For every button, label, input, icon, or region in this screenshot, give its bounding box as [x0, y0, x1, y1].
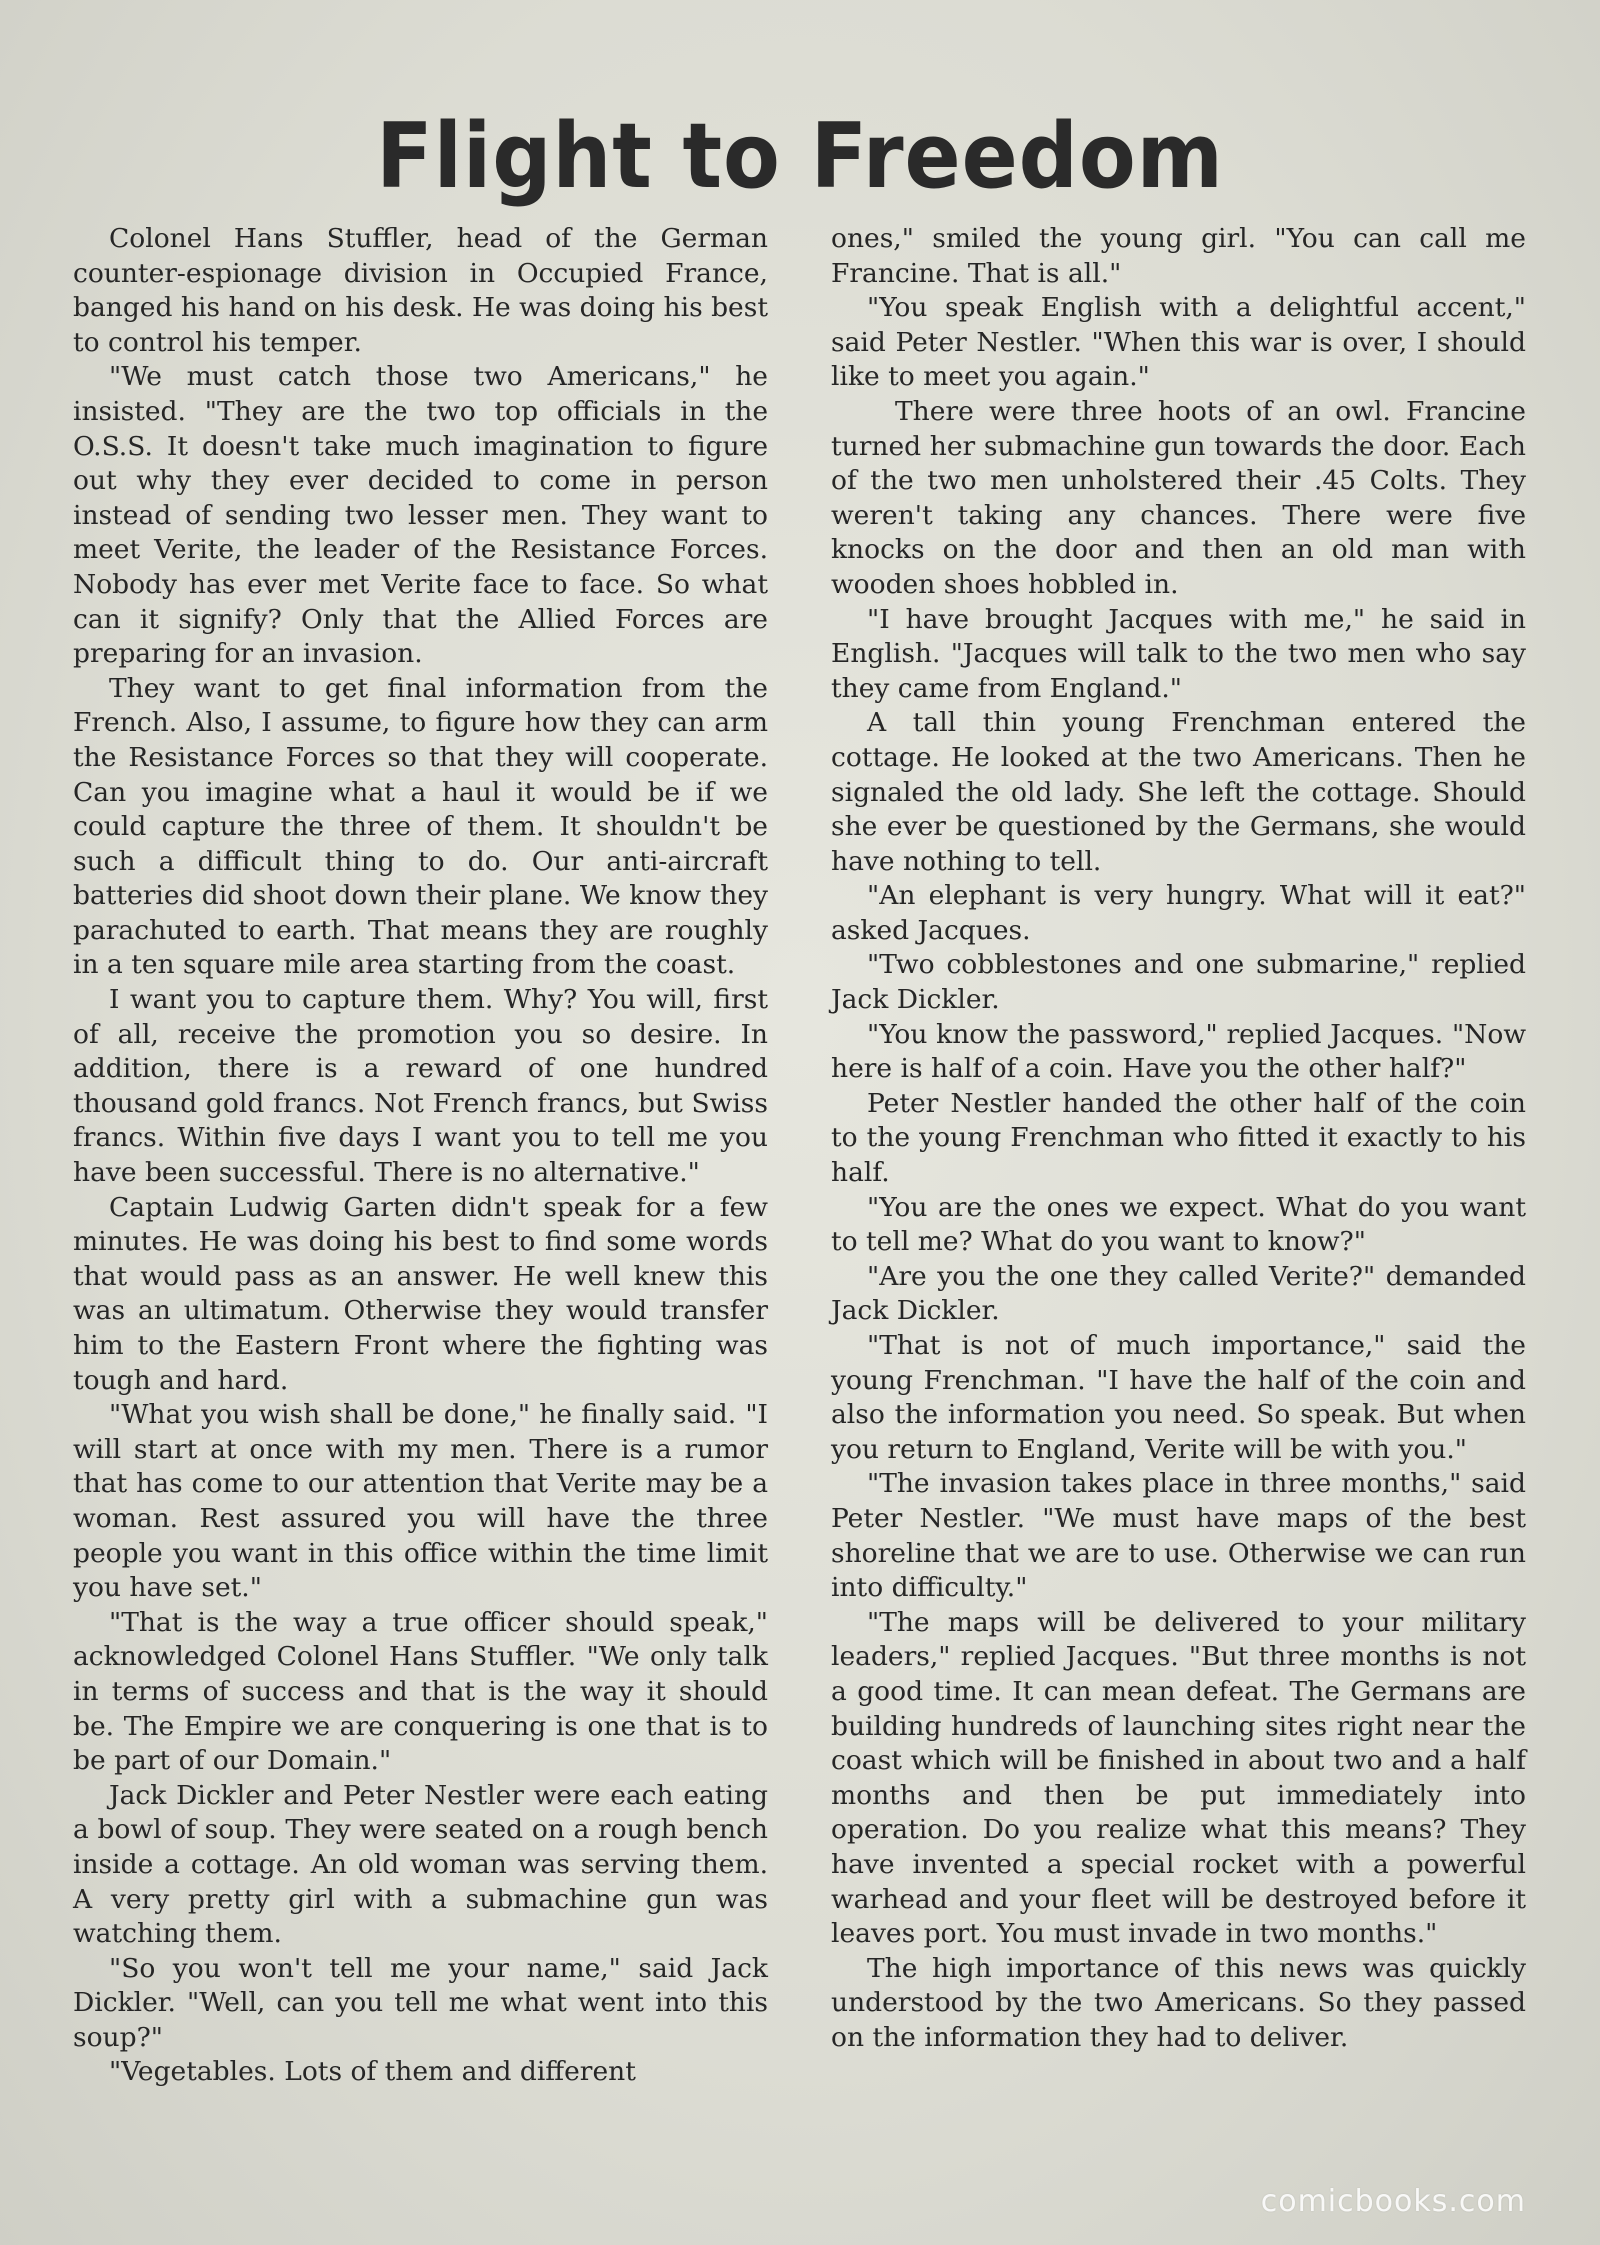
paragraph: There were three hoots of an owl. Francine turned her submachine gun towards the door. Each of the two men unholstered their .45 Colts. They weren't taking any chances. There were five knocks on the door and then an old man with wooden shoes hobbled in. — [831, 395, 1526, 600]
paragraph: "I have brought Jacques with me," he said in English. "Jacques will talk to the two men who say they came from England." — [831, 603, 1526, 704]
paragraph: "So you won't tell me your name," said Jack Dickler. "Well, can you tell me what went into this soup?" — [73, 1952, 768, 2053]
paragraph-continued: ones," smiled the young girl. "You can call me Francine. That is all." — [831, 223, 1526, 289]
paragraph: "You speak English with a delightful accent," said Peter Nestler. "When this war is over, I should like to meet you again." — [831, 292, 1526, 393]
paragraph: Colonel Hans Stuffler, head of the German counter-espionage division in Occupied France, banged his hand on his desk. He was doing his best to control his temper. — [73, 223, 768, 358]
paragraph: "You know the password," replied Jacques. "Now here is half of a coin. Have you the other half?" — [831, 1018, 1526, 1085]
paragraph: "That is not of much importance," said the young Frenchman. "I have the half of the coin and also the information you need. So speak. But when you return to England, Verite will be with you." — [831, 1330, 1526, 1465]
paragraph: "Two cobblestones and one submarine," replied Jack Dickler. — [831, 949, 1526, 1016]
paragraph: They want to get final information from the French. Also, I assume, to figure how they can arm the Resistance Forces so that they will cooperate. Can you imagine what a haul it would be if we could capture the three of them. It shouldn't be such a difficult thing to do. Our anti-aircraft batteries did shoot down their plane. We know they parachuted to earth. That means they are roughly in a ten square mile area starting from the coast. — [73, 672, 768, 981]
paragraph: "What you wish shall be done," he finally said. "I will start at once with my men. There is a rumor that has come to our attention that Verite may be a woman. Rest assured you will have the three people you want in this office within the time limit you have set." — [73, 1399, 768, 1604]
paragraph: "You are the ones we expect. What do you want to tell me? What do you want to know?" — [831, 1191, 1526, 1258]
paragraph: I want you to capture them. Why? You will, first of all, receive the promotion you so desire. In addition, there is a reward of one hundred thousand gold francs. Not French francs, but Swiss francs. Within five days I want you to tell me you have been successful. There is no alternative." — [73, 984, 768, 1189]
paragraph: "An elephant is very hungry. What will it eat?" asked Jacques. — [831, 880, 1526, 946]
watermark: comicbooks.com — [1260, 2184, 1526, 2219]
right-column — [831, 222, 1526, 2055]
paragraph: "Are you the one they called Verite?" demanded Jack Dickler. — [831, 1260, 1526, 1327]
paragraph: The high importance of this news was quickly understood by the two Americans. So they passed on the information they had to deliver. — [831, 1952, 1526, 2053]
paragraph: A tall thin young Frenchman entered the cottage. He looked at the two Americans. Then he signaled the old lady. She left the cottage. Should she ever be questioned by the Germans, she would have nothing to tell. — [831, 707, 1526, 877]
paragraph: "The invasion takes place in three months," said Peter Nestler. "We must have maps of the best shoreline that we are to use. Otherwise we can run into difficulty." — [831, 1468, 1526, 1604]
paragraph: Captain Ludwig Garten didn't speak for a few minutes. He was doing his best to find some words that would pass as an answer. He well knew this was an ultimatum. Otherwise they would transfer him to the Eastern Front where the fighting was tough and hard. — [73, 1191, 768, 1396]
paragraph: Jack Dickler and Peter Nestler were each eating a bowl of soup. They were seated on a rough bench inside a cottage. An old woman was serving them. A very pretty girl with a submachine gun was watching them. — [73, 1779, 768, 1950]
left-column — [73, 222, 768, 2090]
paragraph: Peter Nestler handed the other half of the coin to the young Frenchman who fitted it exactly to his half. — [831, 1087, 1526, 1189]
paragraph: "That is the way a true officer should speak," acknowledged Colonel Hans Stuffler. "We only talk in terms of success and that is the way it should be. The Empire we are conquering is one that is to be part of our Domain." — [73, 1606, 768, 1777]
paragraph: "The maps will be delivered to your military leaders," replied Jacques. "But three months is not a good time. It can mean defeat. The Germans are building hundreds of launching sites right near the coast which will be finished in about two and a half months and then be put immediately into operation. Do you realize what this means? They have invented a special rocket with a powerful warhead and your fleet will be destroyed before it leaves port. You must invade in two months." — [831, 1606, 1526, 1950]
paragraph: "Vegetables. Lots of them and different — [109, 2056, 636, 2088]
page-title: Flight to Freedom — [376, 104, 1224, 210]
paragraph: "We must catch those two Americans," he insisted. "They are the two top officials in the O.S.S. It doesn't take much imagination to figure out why they ever decided to come in person instead of sending two lesser men. They want to meet Verite, the leader of the Resistance Forces. Nobody has ever met Verite face to face. So what can it signify? Only that the Allied Forces are preparing for an invasion. — [73, 361, 768, 670]
